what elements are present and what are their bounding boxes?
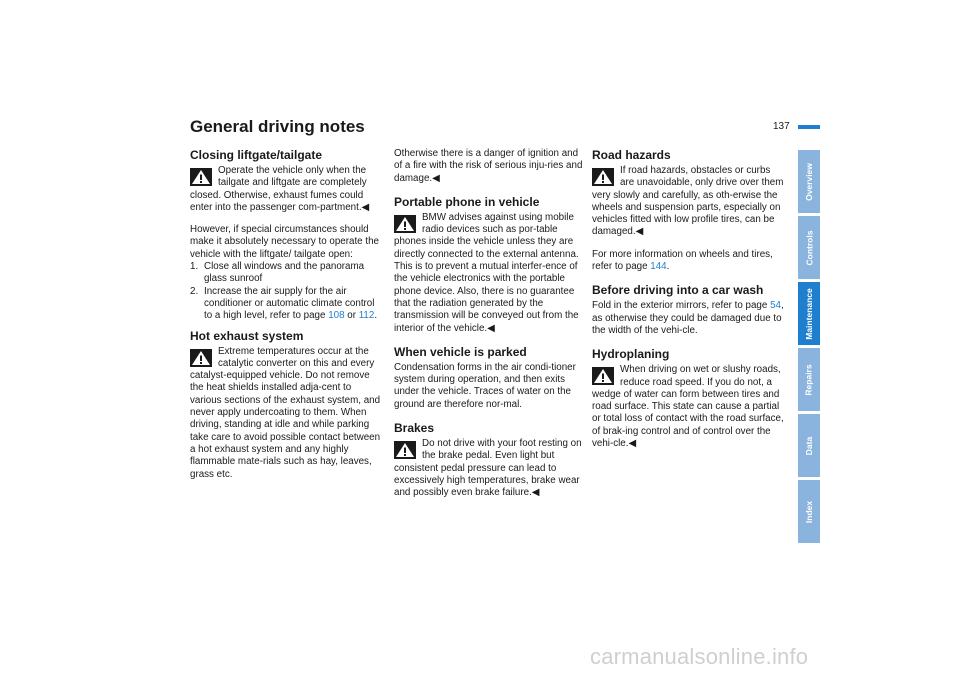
warning-triangle-icon: [190, 168, 212, 186]
tab-label: Maintenance: [804, 287, 814, 340]
step-list: [190, 261, 382, 322]
step-text-end: .: [374, 310, 378, 322]
page-marker: [798, 125, 820, 129]
paragraph-parked: Condensation forms in the air condi-tioner system during operation, and then exits under the vehicle. Traces of water on the ground are therefore nor-mal.: [394, 361, 576, 410]
tab-data[interactable]: [798, 414, 820, 477]
section-heading-carwash: Before driving into a car wash: [592, 283, 764, 298]
tab-label: Repairs: [804, 363, 814, 396]
tab-index[interactable]: [798, 480, 820, 543]
page-title: General driving notes: [190, 117, 365, 136]
tab-label: Overview: [804, 162, 814, 201]
list-item: [190, 286, 382, 323]
paragraph-text-end: .: [666, 261, 670, 273]
warning-triangle-icon: [394, 441, 416, 459]
tab-maintenance[interactable]: [798, 282, 820, 345]
step-number: 1.: [190, 261, 199, 273]
step-text-or: or: [344, 310, 359, 322]
section-heading-hydroplaning: Hydroplaning: [592, 347, 670, 362]
tab-label: Controls: [804, 230, 815, 265]
warning-text: Operate the vehicle only when the tailgate and liftgate are completely closed. Otherwise, exhaust fumes could enter into the passenger com-partment.◀: [190, 165, 370, 213]
warning-paragraph-exhaust: [190, 346, 382, 481]
column-left: [190, 148, 382, 491]
page-link-144[interactable]: 144: [650, 261, 667, 273]
column-middle: [394, 148, 586, 510]
section-heading-road: Road hazards: [592, 148, 671, 162]
paragraph-liftgate-intro: However, if special circumstances should make it absolutely necessary to operate the vehicle with the liftgate/ tailgate open:: [190, 224, 379, 260]
warning-paragraph-phone: [394, 212, 586, 335]
tab-overview[interactable]: [798, 150, 820, 213]
column-right: [592, 148, 784, 460]
warning-text: If road hazards, obstacles or curbs are unavoidable, only drive over them very slowly and carefully, as oth-erwise the wheels and suspension parts, especially on vehicles fitted with low profile tires, can be damaged.◀: [592, 165, 784, 238]
page-number: 137: [773, 121, 790, 132]
warning-paragraph-road: [592, 165, 784, 239]
list-item: [190, 261, 382, 286]
section-heading-brakes: Brakes: [394, 421, 435, 436]
warning-triangle-icon: [592, 168, 614, 186]
paragraph-text-end: , as otherwise they could be damaged due to the width of the vehi-cle.: [592, 300, 784, 336]
step-text: Increase the air supply for the air conditioner or automatic climate control to a high level, refer to page: [204, 285, 375, 322]
warning-triangle-icon: [592, 367, 614, 385]
tab-repairs[interactable]: [798, 348, 820, 411]
paragraph-wheels-info: [592, 249, 784, 274]
warning-paragraph-brakes: [394, 438, 586, 499]
warning-text: When driving on wet or slushy roads, reduce road speed. If you do not, a wedge of water can form between tires and road surface. This state can cause a partial or total loss of contact with the road surface, of brak-ing control and of control over the vehi-cle.◀: [592, 364, 784, 450]
warning-paragraph-liftgate: [190, 165, 382, 214]
warning-text: Extreme temperatures occur at the catalytic converter on this and every catalyst-equipped vehicle. Do not remove the heat shields installed adja-cent to various sections of the exhaust system, and never apply undercoating to them. When driving, standing at idle and while parking take care to avoid possible contact between a hot exhaust system and any highly flammable mate-rials such as hay, leaves, grass etc.: [190, 345, 381, 480]
tab-label: Data: [804, 436, 814, 455]
section-heading-parked: When vehicle is parked: [394, 344, 527, 359]
watermark: carmanualsonline.info: [590, 644, 809, 669]
paragraph-carwash: [592, 300, 784, 337]
step-text: Close all windows and the panorama glass sunroof: [204, 261, 365, 285]
page-link-112[interactable]: 112: [358, 310, 375, 322]
warning-paragraph-hydroplaning: [592, 364, 784, 450]
warning-text: Do not drive with your foot resting on the brake pedal. Even light but consistent pedal pressure can lead to excessively high temperatures, brake wear and possibly even brake failure.◀: [394, 438, 582, 499]
section-heading-phone: Portable phone in vehicle: [394, 194, 540, 209]
paragraph-continued: Otherwise there is a danger of ignition and of a fire with the risk of serious inju-ries and damage.◀: [394, 148, 583, 184]
paragraph-text: Fold in the exterior mirrors, refer to page: [592, 300, 771, 312]
section-heading-exhaust: Hot exhaust system: [190, 328, 304, 343]
warning-triangle-icon: [394, 215, 416, 233]
tab-label: Index: [804, 500, 815, 523]
section-heading-liftgate: Closing liftgate/tailgate: [190, 148, 323, 162]
warning-text: BMW advises against using mobile radio devices such as por-table phones inside the vehicle unless they are directly connected to the external antenna. This is to prevent a mutual interfer-ence of the vehicle electronics with the portable phone device. Also, there is no guarantee that the radiation generated by the transmission will be conveyed out from the interior of the vehicle.◀: [394, 211, 579, 334]
paragraph-text: For more information on wheels and tires, refer to page: [592, 248, 773, 273]
page-link-54[interactable]: 54: [770, 300, 781, 312]
page-link-108[interactable]: 108: [328, 310, 345, 322]
tab-controls[interactable]: [798, 216, 820, 279]
step-number: 2.: [190, 285, 199, 297]
warning-triangle-icon: [190, 349, 212, 367]
